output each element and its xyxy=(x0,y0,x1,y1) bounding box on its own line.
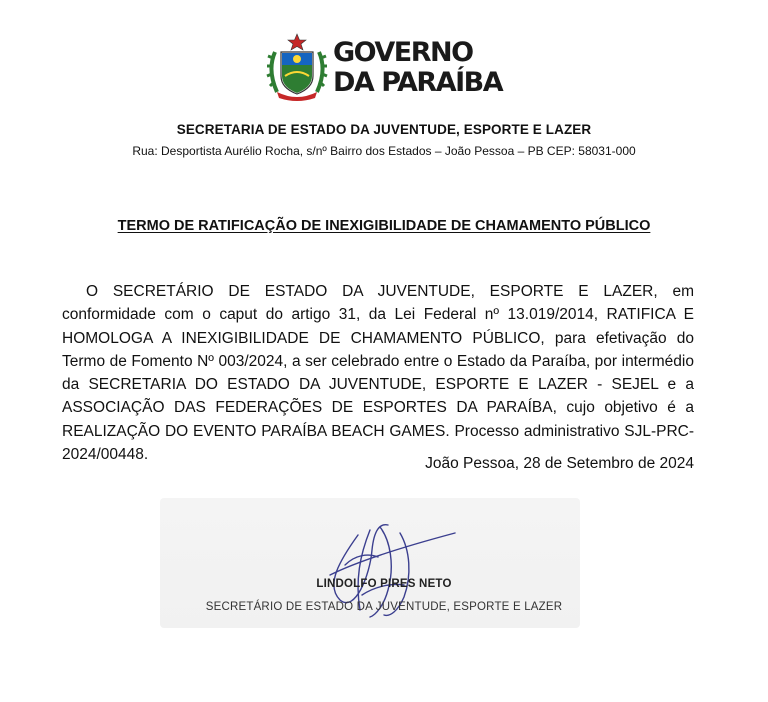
coat-of-arms-icon xyxy=(265,32,329,102)
place-date: João Pessoa, 28 de Setembro de 2024 xyxy=(425,455,694,472)
secretaria-address: Rua: Desportista Aurélio Rocha, s/nº Bairro dos Estados – João Pessoa – PB CEP: 58031-000 xyxy=(132,144,636,158)
signer-name: LINDOLFO PIRES NETO xyxy=(316,578,452,590)
government-logo xyxy=(265,32,503,104)
logo-line-1: GOVERNO xyxy=(333,37,473,68)
document-title xyxy=(0,217,768,235)
secretaria-heading: SECRETARIA DE ESTADO DA JUVENTUDE, ESPORTE E LAZER xyxy=(176,122,592,137)
document-body: O SECRETÁRIO DE ESTADO DA JUVENTUDE, ESPORTE E LAZER, em conformidade com o caput do artigo 31, da Lei Federal nº 13.019/2014, RATIFICA E HOMOLOGA A INEXIGIBILIDADE DE CHAMAMENTO PÚBLICO, para efetivação do Termo de Fomento Nº 003/2024, a ser celebrado entre o Estado da Paraíba, por intermédio da SECRETARIA DO ESTADO DA JUVENTUDE, ESPORTE E LAZER - SEJEL e a ASSOCIAÇÃO DAS FEDERAÇÕES DE ESPORTES DA PARAÍBA, cujo objetivo é a REALIZAÇÃO DO EVENTO PARAÍBA BEACH GAMES. Processo administrativo SJL-PRC-2024/00448. xyxy=(62,283,694,464)
signer-role: SECRETÁRIO DE ESTADO DA JUVENTUDE, ESPORTE E LAZER xyxy=(205,601,563,613)
logo-line-2: DA PARAÍBA xyxy=(333,67,503,98)
logo-wordmark xyxy=(333,38,502,98)
document-title-text: TERMO DE RATIFICAÇÃO DE INEXIGIBILIDADE DE CHAMAMENTO PÚBLICO xyxy=(117,218,651,234)
